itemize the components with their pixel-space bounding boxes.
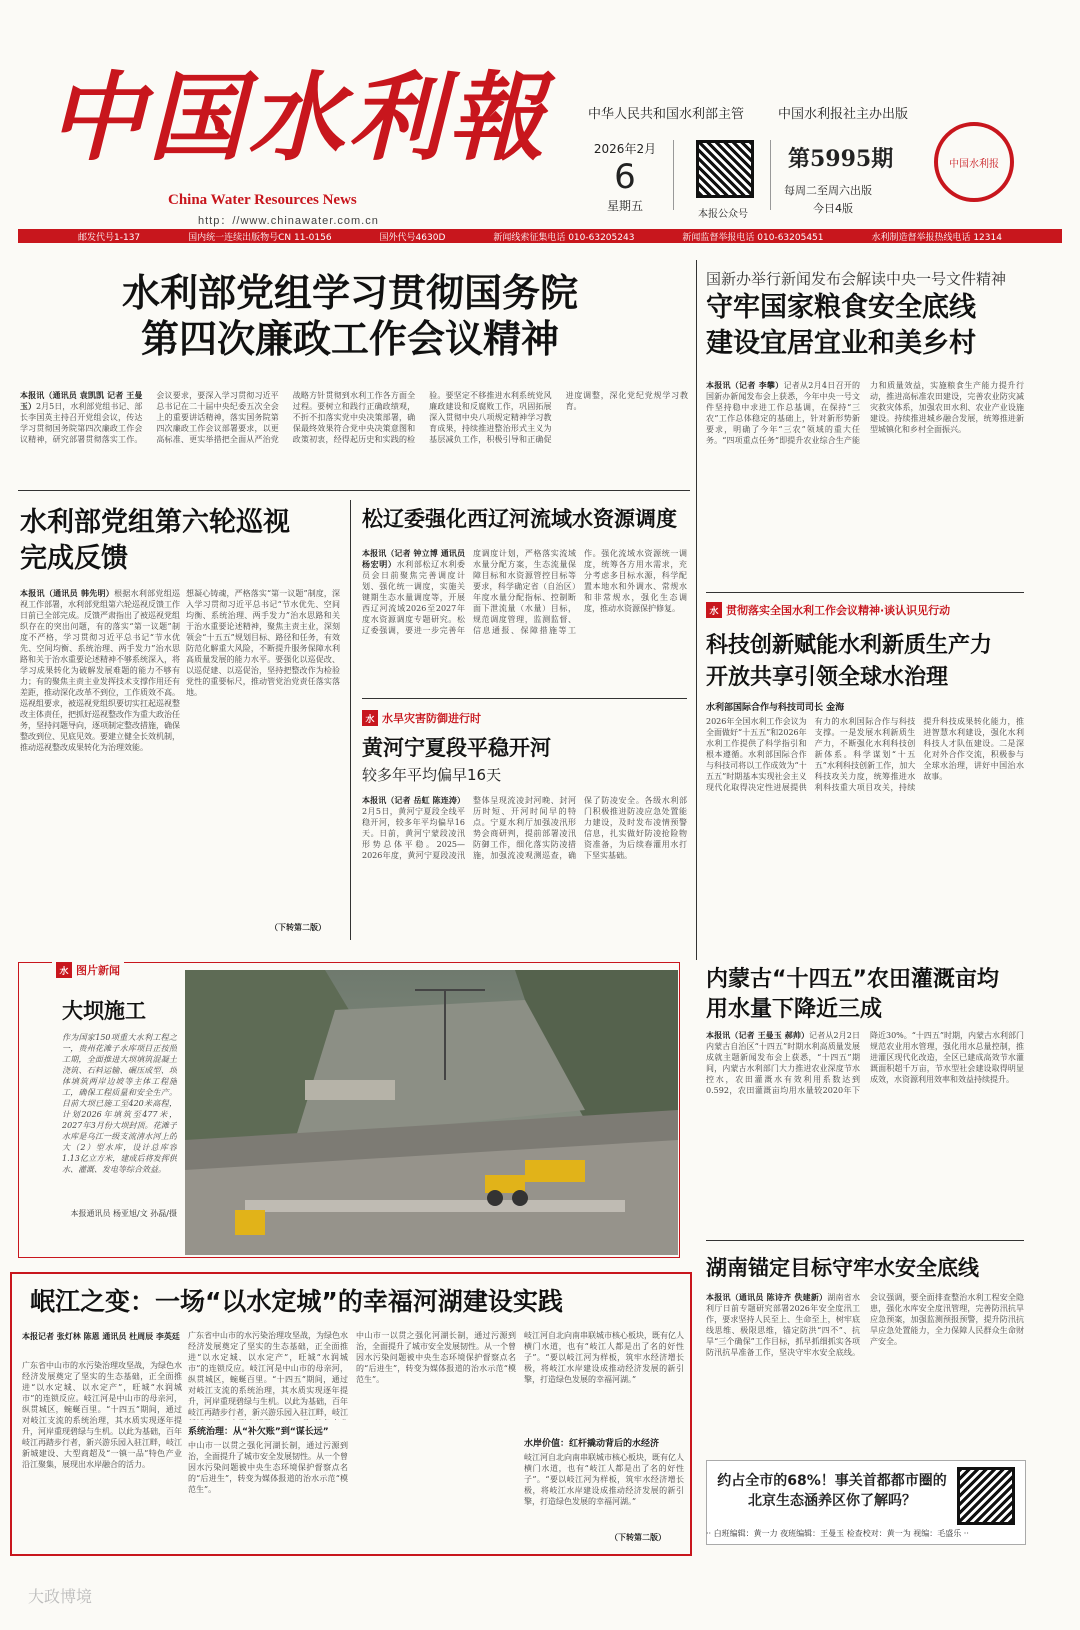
hotline-1: 新闻线索征集电话 010-63205243 [493, 232, 635, 243]
hunan-headline[interactable]: 湖南锚定目标守牢水安全底线 [706, 1256, 979, 1280]
sponsor-text: 中华人民共和国水利部主管 [588, 107, 745, 122]
lead-headline[interactable] [60, 270, 640, 362]
divider [362, 698, 687, 699]
issue-date [590, 140, 660, 214]
section-icon: 水 [56, 962, 72, 978]
section-icon: 水 [706, 602, 722, 618]
keji-section-tag [706, 602, 950, 618]
right-top-body-text: 记者从2月4日召开的国新办新闻发布会上获悉，今年中央一号文件坚持稳中求进工作总基调，在保持“三农”工作总体稳定的基础上，针对新形势新要求，明确了今年“三农”领域的重大任务。“四项重点任务”即提升农业综合生产能力和质量效益，实施粮食生产能力提升行动，推进高标准农田建设，完善农业防灾减灾救灾体系，加强农田水利、农业产业设施建设。持续推进城乡融合发展，统筹推进新型城镇化和乡村全面振兴。 [706, 381, 1024, 445]
divider [18, 490, 690, 491]
minjiang-body-text2: 中山市一以贯之强化河湖长制，通过污源到治，全面提升了城市安全发展韧性。从一个曾因水污染问题被中央生态环境保护督察点名的“后进生”，转变为媒体报道的治水示范“模范生”。 [188, 1441, 348, 1494]
lead-article-body [20, 390, 688, 480]
photo-news-tag-text: 图片新闻 [76, 964, 120, 977]
watermark-text: 大政博境 [28, 1587, 93, 1606]
editor-credits: ·· 白班编辑：黄一力 夜班编辑：王曼玉 检查校对：黄一为 视编：毛盛乐 ·· [706, 1529, 969, 1538]
dam-construction-photo[interactable] [185, 970, 678, 1255]
neimeng-headline-line2: 用水量下降近三成 [706, 997, 883, 1022]
minjiang-body-text: 广东省中山市的水污染治理攻坚战，为绿色水经济发展奠定了坚实的生态基础，正全面推进“以水定城、以水定产”，旺城“水润城市”的连锁反应。岐江河是中山市的母亲河，纵贯城区，蜿蜒百里。“十四五”期间，通过对岐江支流的系统治理，其水质实现逐年提升，河岸重现碧绿与生机。以此为基础，百年岐江再踏步行者，新兴游乐园入驻江畔，岐江 [188, 1331, 348, 1417]
photo-news-caption: 作为国家150项重大水利工程之一，贵州花滩子水库项目正按照工期，全面推进大坝填筑混凝土浇筑、石料运输、碾压成型、坝体填筑两岸边坡等主体工程施工，确保工程质量和安全生产。目前大坝已施工至420米高程，计划2026年填筑至477米，2027年3月份大坝封顶。花滩子水库是乌江一级支流清水河上的大（2）型水库，设计总库容1.13亿立方米，建成后将发挥供水、灌溉、发电等综合效益。 [62, 1033, 177, 1174]
keji-tag-text: 贯彻落实全国水利工作会议精神·谈认识见行动 [726, 604, 951, 617]
minjiang-body-col2 [188, 1330, 348, 1420]
date-weekday: 星期五 [606, 199, 643, 213]
photo-news-tag [52, 962, 124, 978]
huanghe-tag-text: 水旱灾害防御进行时 [382, 712, 481, 725]
neimeng-byline: 本报讯（记者 王曼玉 郝帅） [706, 1030, 810, 1040]
keji-body-text: 2026年全国水利工作会议为全面做好“十五五”和2026年水利工作提供了科学指引和根本遵循。水利部国际合作与科技司将以工作成效为“十五五”时期基本实现社会主义现代化取得决定性进展提供有力的水利国际合作与科技支撑。一是发展水利新质生产力，不断强化水利科技创新体系。科学谋划“十五五”水利科技创新工作，加大科技攻关力度，统筹推进水利科技重大项目攻关，持续提升科技成果转化能力，推进智慧水利建设，强化水利科技人才队伍建设。二是深化对外合作交流，积极参与全球水治理，讲好中国治水故事。 [706, 717, 1024, 792]
keji-headline-line2: 开放共享引领全球水治理 [706, 665, 949, 690]
minjiang-continue: （下转第二版） [610, 1532, 666, 1542]
songliao-body-text: 水利部松辽水利委员会日前聚焦完善调度计划、强化统一调度，实施关键期生态水量调度等，开展西辽河流域2026至2027年度水资源调度专题研究。松辽委强调，要进一步完善年度调度计划，严格落实流域水量分配方案，生态流量保障目标和水资源管控目标等要求，科学确定省（自治区）年度水量分配指标、控制断面下泄流量（水量）目标，规范调度管理，监测监督、信息通报、保障措施等工作。强化流域水资源统一调度，统筹各方用水需求，充分考虑多目标水源，科学配置本地水和外调水、常规水和非常规水，强化生态调度，推动水资源保护修复。 [362, 549, 687, 635]
right-top-article-body [706, 380, 1024, 585]
photo-news-headline[interactable]: 大坝施工 [62, 999, 146, 1023]
promo-title-line2: 北京生态涵养区你了解吗？ [748, 1493, 916, 1509]
section-icon: 水 [362, 710, 378, 726]
issue-pages: 今日4版 [813, 202, 853, 215]
minjiang-subhead-2: 水岸价值：红杆撬动背后的水经济 [524, 1439, 660, 1449]
divider [706, 1240, 1024, 1241]
minjiang-body-text3: 岐江河自北向南串联城市核心板块，既有亿人横门水道，也有“岐江人都是出了名的好性子”。“要以岐江河为样板，筑牢水经济增长极，将岐江水岸建设成推动经济发展的新引擎，打造绿色发展的幸福河湖。” [524, 1331, 684, 1384]
neimeng-headline[interactable] [706, 965, 1036, 1025]
hotline-2: 新闻监督举报电话 010-63205451 [682, 232, 824, 243]
newspaper-logo: 中国水利報 [48, 61, 548, 174]
divider [673, 140, 674, 210]
xunshi-body-text2: 想凝心铸魂，严格落实“第一议题”制度，深入学习贯彻习近平总书记“节水优先、空间均衡、系统治理、两手发力”治水思路和关于治水重要论述精神，聚焦主责主业，深刻领会“十五五”规划目标、路径和任务，有效防范化解重大风险，不断提升服务保障水利高质量发展的能力水平。要强化以巡促改、以巡促建、以巡促治，坚持把整改作为检验党性的重要标尺，推动管党治党责任落实落地。 [186, 589, 340, 697]
anniversary-badge-icon [934, 122, 1014, 202]
qr-label: 本报公众号 [698, 209, 748, 220]
qr-code-icon[interactable] [696, 140, 754, 198]
hunan-body-text: 湖南省水利厅日前专题研究部署2026年安全度汛工作，要求坚持人民至上、生命至上，树牢底线思维、极限思维，锚定防洪“四不”、抗旱“三个确保”工作目标，抓早抓细抓实各项防汛抗旱准备工作，坚决守牢水安全底线。会议强调，要全面排查整治水利工程安全隐患，强化水库安全度汛管理，完善防汛抗旱应急预案，加强监测预报预警，提升防汛抗旱应急处置能力，全力保障人民群众生命财产安全。 [706, 1293, 1024, 1357]
keji-body [706, 716, 1024, 951]
hunan-body [706, 1292, 1024, 1444]
songliao-headline[interactable]: 松辽委强化西辽河流域水资源调度 [362, 507, 677, 531]
neimeng-body [706, 1030, 1024, 1230]
lead-headline-line2: 第四次廉政工作会议精神 [140, 317, 559, 361]
lead-byline: 本报讯（通讯员 袁凯凯 记者 王曼玉） [20, 390, 143, 411]
right-top-headline[interactable] [706, 290, 1036, 362]
divider [350, 500, 351, 940]
hunan-byline: 本报讯（通讯员 陈诗齐 佚建新） [706, 1292, 828, 1302]
issue-frequency: 每周二至周六出版 [784, 184, 872, 197]
divider [770, 140, 771, 210]
right-top-byline: 本报讯（记者 李攀） [706, 380, 784, 390]
keji-author: 水利部国际合作与科技司司长 金海 [706, 703, 845, 713]
xunshi-body-col2 [186, 588, 340, 918]
minjiang-subhead-1: 系统治理：从“补欠账”到“谋长远” [188, 1427, 329, 1437]
minjiang-headline[interactable]: 岷江之变：一场“以水定城”的幸福河湖建设实践 [30, 1287, 563, 1316]
cn-number: 国内统一连续出版物号CN 11-0156 [188, 232, 332, 243]
photo-news-credit: 本报通讯员 杨亚旭/文 孙磊/摄 [70, 1209, 177, 1218]
badge-text: 中国水利报 [949, 158, 999, 170]
foreign-code: 国外代号4630D [379, 232, 446, 243]
newspaper-url[interactable]: http：//www.chinawater.com.cn [198, 215, 379, 227]
divider [706, 592, 1024, 593]
xunshi-headline[interactable] [20, 505, 340, 577]
minjiang-body-text3: 岐江河自北向南串联城市核心板块，既有亿人横门水道，也有“岐江人都是出了名的好性子”。“要以岐江河为样板，筑牢水经济增长极，将岐江水岸建设成推动经济发展的新引擎，打造绿色发展的幸福河湖。” [524, 1453, 684, 1506]
info-bar [18, 229, 1062, 243]
minjiang-body-text2: 中山市一以贯之强化河湖长制，通过污源到治，全面提升了城市安全发展韧性。从一个曾因水污染问题被中央生态环境保护督察点名的“后进生”，转变为媒体报道的治水示范“模范生”。 [356, 1331, 516, 1384]
postal-code: 邮发代号1-137 [78, 232, 141, 243]
right-top-kicker: 国新办举行新闻发布会解读中央一号文件精神 [706, 270, 1007, 288]
keji-headline[interactable] [706, 630, 1036, 694]
divider [696, 260, 697, 960]
huanghe-section-tag [362, 710, 481, 726]
huanghe-body [362, 795, 687, 930]
songliao-body [362, 548, 687, 688]
songliao-byline: 本报讯（记者 钟立博 通讯员 杨宏明） [362, 548, 465, 569]
xunshi-headline-line1: 水利部党组第六轮巡视 [20, 507, 290, 538]
lead-headline-line1: 水利部党组学习贯彻国务院 [121, 271, 578, 315]
minjiang-body-col3 [356, 1330, 516, 1545]
neimeng-body-text: 记者从2月2日内蒙古自治区“十四五”时期水利高质量发展成就主题新闻发布会上获悉，“十四五”期间，内蒙古水利部门大力推进农业深度节水控水，农田灌溉水有效利用系数达到0.592，农田灌溉亩均用水量较2020年下降近30%。“十四五”时期，内蒙古水利部门规范农业用水管理，强化用水总量控制，推进灌区现代化改造，全区已建成高效节水灌溉面积超千万亩，节水型社会建设取得明显成效，水资源利用效率和效益持续提升。 [706, 1031, 1024, 1095]
keji-headline-line1: 科技创新赋能水利新质生产力 [706, 633, 993, 658]
minjiang-body-text: 广东省中山市的水污染治理攻坚战，为绿色水经济发展奠定了坚实的生态基础，正全面推进“以水定城、以水定产”，旺城“水润城市”的连锁反应。岐江河是中山市的母亲河，纵贯城区，蜿蜒百里。“十四五”期间，通过对岐江支流的系统治理，其水质实现逐年提升，河岸重现碧绿与生机。以此为基础，百年岐江再踏步行者，新兴游乐园入驻江畔，岐江新城建设、大型商超及“一镇一品”特色产业沿江聚集，展现出水岸融合的活力。 [22, 1361, 182, 1469]
huanghe-subtitle: 较多年平均偏早16天 [362, 766, 502, 784]
right-top-headline-line1: 守牢国家粮食安全底线 [706, 292, 976, 323]
minjiang-body-col4b [524, 1452, 684, 1530]
minjiang-body-col4 [524, 1330, 684, 1430]
huanghe-body-text: 2月5日，黄河宁夏段全线平稳开河，较多年平均偏早16天。日前，黄河宁蒙段凌汛形势总体平稳。2025—2026年度，黄河宁夏段凌汛整体呈现流凌封河晚、封河历时短、开河时间早的特点。宁夏水利厅加强凌汛形势会商研判，提前部署凌汛防御工作，细化落实防凌措施，加强流凌观测巡查，确保了防凌安全。各级水利部门积极推进防凌应急处置能力建设，及时发布凌情预警信息，扎实做好防凌抢险物资准备，为后续春灌用水打下坚实基础。 [362, 796, 687, 860]
photo-image [185, 970, 678, 1255]
publisher-text: 中国水利报社主办出版 [778, 107, 909, 122]
neimeng-headline-line1: 内蒙古“十四五”农田灌溉亩均 [706, 967, 999, 992]
date-day: 6 [614, 157, 636, 197]
hotline-3: 水利制造督举报热线电话 12314 [871, 232, 1002, 243]
xunshi-body-text: 根据水利部党组巡视工作部署，水利部党组第六轮巡视反馈工作日前已全部完成。反馈严肃指出了被巡视党组织存在的突出问题，有的落实“第一议题”制度不严格，学习贯彻习近平总书记“节水优先、空间均衡、系统治理、两手发力”治水思路和关于治水重要论述精神不够系统深入，将学习成果转化为破解发展难题的能力不够有力；有的聚焦主责主业发挥技术支撑作用还有差距，推动深化改革不到位，工作质效不高。巡视组要求，被巡视党组织要切实扛起巡视整改主体责任，把抓好巡视整改作为重大政治任务，坚持问题导向，逐项制定整改措施，确保整改到位、见底见效。要建立健全长效机制，推动巡视整改成果转化为治理效能。 [20, 589, 180, 752]
lead-body-text: 2月5日，水利部党组书记、部长李国英主持召开党组会议，传达学习贯彻国务院第四次廉政工作会议精神，研究部署贯彻落实工作。会议要求，要深入学习贯彻习近平总书记在二十届中央纪委五次全会上的重要讲话精神，落实国务院第四次廉政工作会议部署要求，以更高标准、更实举措把全面从严治党战略方针贯彻到水利工作各方面全过程。要树立和践行正确政绩观，不折不扣落实党中央决策部署，确保最终效果符合党中央决策意图和政策初衷，经得起历史和实践的检验。要坚定不移推进水利系统党风廉政建设和反腐败工作，巩固拓展深入贯彻中央八项规定精神学习教育成果，持续推进整治形式主义为基层减负工作，积极引导和正确促进度调整，深化党纪党规学习教育。 [20, 391, 688, 444]
xunshi-body-col1 [20, 588, 180, 933]
right-top-headline-line2: 建设宜居宜业和美乡村 [706, 328, 976, 359]
minjiang-body-col1 [22, 1360, 182, 1545]
huanghe-byline: 本报讯（记者 岳虹 陈连涛） [362, 795, 465, 805]
minjiang-body-col2b [188, 1440, 348, 1545]
promo-title [717, 1471, 947, 1511]
issue-number: 第5995期 [788, 146, 894, 172]
huanghe-headline[interactable]: 黄河宁夏段平稳开河 [362, 736, 551, 760]
promo-title-line1: 约占全市的68%！事关首都都市圈的 [717, 1473, 947, 1489]
newspaper-title-en: China Water Resources News [168, 192, 357, 208]
minjiang-byline: 本报记者 张灯林 陈恩 通讯员 杜周辰 李英廷 [22, 1331, 180, 1341]
promo-qr-code-icon[interactable] [957, 1467, 1015, 1525]
xunshi-headline-line2: 完成反馈 [20, 543, 128, 574]
xunshi-byline: 本报讯（通讯员 韩先明） [20, 588, 115, 598]
xunshi-continue: （下转第二版） [270, 922, 326, 932]
masthead [18, 10, 1062, 232]
date-year-month: 2026年2月 [593, 142, 657, 156]
